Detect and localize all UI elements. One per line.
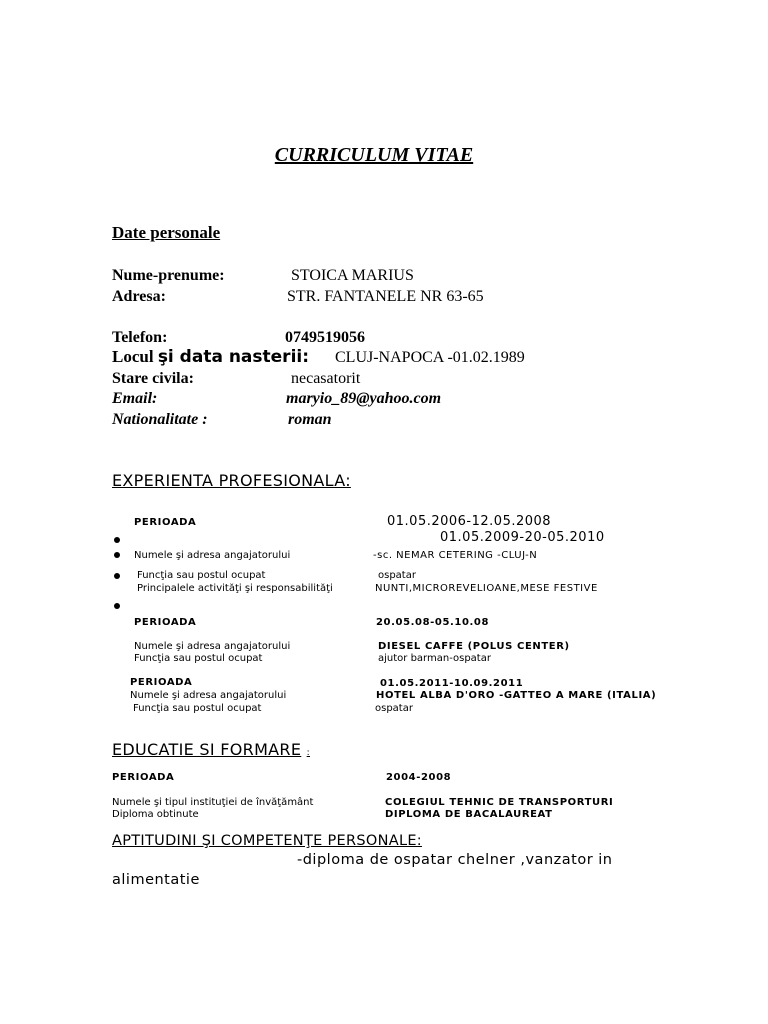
job2-employer-label: Numele şi adresa angajatorului bbox=[134, 641, 291, 652]
phone-label: Telefon: bbox=[112, 329, 168, 346]
birth-label bbox=[112, 347, 309, 367]
job1-activities-value: NUNTI,MICROREVELIOANE,MESE FESTIVE bbox=[375, 583, 598, 594]
bullet-icon bbox=[114, 573, 120, 579]
job1-employer-value: -sc. NEMAR CETERING -CLUJ-N bbox=[373, 550, 538, 561]
job1-activities-label: Principalele activităţi şi responsabilităţi bbox=[137, 583, 333, 594]
job2-position-label: Funcţia sau postul ocupat bbox=[134, 653, 263, 664]
address-value: STR. FANTANELE NR 63-65 bbox=[287, 288, 484, 305]
education-heading bbox=[112, 740, 310, 759]
edu-diploma-value: DIPLOMA DE BACALAUREAT bbox=[385, 809, 553, 820]
edu-period-label: PERIOADA bbox=[112, 772, 175, 783]
skills-line-1: -diploma de ospatar chelner ,vanzator in bbox=[297, 852, 613, 868]
name-value: STOICA MARIUS bbox=[291, 267, 414, 284]
document-title: CURRICULUM VITAE bbox=[274, 144, 474, 166]
email-label: Email: bbox=[112, 390, 158, 407]
phone-value: 0749519056 bbox=[285, 329, 365, 346]
nationality-label: Nationalitate : bbox=[112, 411, 208, 428]
job2-employer-value: DIESEL CAFFE (POLUS CENTER) bbox=[378, 641, 570, 652]
job1-position-value: ospatar bbox=[378, 570, 416, 581]
bullet-icon bbox=[114, 603, 120, 609]
civil-status-value: necasatorit bbox=[291, 370, 361, 387]
name-label: Nume-prenume: bbox=[112, 267, 225, 284]
job3-employer-value: HOTEL ALBA D'ORO -GATTEO A MARE (ITALIA) bbox=[376, 690, 657, 701]
bullet-icon bbox=[114, 552, 120, 558]
job3-period-value: 01.05.2011-10.09.2011 bbox=[380, 678, 524, 689]
personal-heading: Date personale bbox=[112, 223, 221, 242]
job3-period-label: PERIOADA bbox=[130, 677, 193, 688]
civil-status-label: Stare civila: bbox=[112, 370, 194, 387]
birth-label-a: Locul bbox=[112, 347, 158, 366]
edu-institution-label: Numele şi tipul instituţiei de învăţământ bbox=[112, 797, 314, 808]
job1-period-label: PERIOADA bbox=[134, 517, 197, 528]
job3-position-label: Funcţia sau postul ocupat bbox=[133, 703, 262, 714]
job1-period-value-1: 01.05.2006-12.05.2008 bbox=[387, 514, 552, 529]
job1-position-label: Funcţia sau postul ocupat bbox=[137, 570, 266, 581]
birth-value: CLUJ-NAPOCA -01.02.1989 bbox=[335, 349, 525, 366]
birth-label-b: şi data nasterii: bbox=[157, 347, 310, 367]
job2-period-value: 20.05.08-05.10.08 bbox=[376, 617, 490, 628]
edu-institution-value: COLEGIUL TEHNIC DE TRANSPORTURI bbox=[385, 797, 614, 808]
address-label: Adresa: bbox=[112, 288, 166, 305]
job2-period-label: PERIOADA bbox=[134, 617, 197, 628]
nationality-value: roman bbox=[288, 411, 332, 428]
experience-heading: EXPERIENTA PROFESIONALA: bbox=[112, 471, 351, 490]
skills-line-2: alimentatie bbox=[112, 872, 200, 888]
bullet-icon bbox=[114, 537, 120, 543]
email-value: maryio_89@yahoo.com bbox=[286, 390, 442, 407]
skills-heading: APTITUDINI ŞI COMPETENŢE PERSONALE: bbox=[112, 833, 422, 849]
job2-position-value: ajutor barman-ospatar bbox=[378, 653, 491, 664]
job3-position-value: ospatar bbox=[375, 703, 413, 714]
job1-employer-label: Numele şi adresa angajatorului bbox=[134, 550, 291, 561]
job1-period-value-2: 01.05.2009-20-05.2010 bbox=[440, 530, 605, 545]
job3-employer-label: Numele şi adresa angajatorului bbox=[130, 690, 287, 701]
education-heading-text: EDUCATIE SI FORMARE bbox=[112, 740, 302, 759]
edu-diploma-label: Diploma obtinute bbox=[112, 809, 199, 820]
education-heading-suffix: : bbox=[306, 748, 310, 758]
edu-period-value: 2004-2008 bbox=[386, 772, 452, 783]
